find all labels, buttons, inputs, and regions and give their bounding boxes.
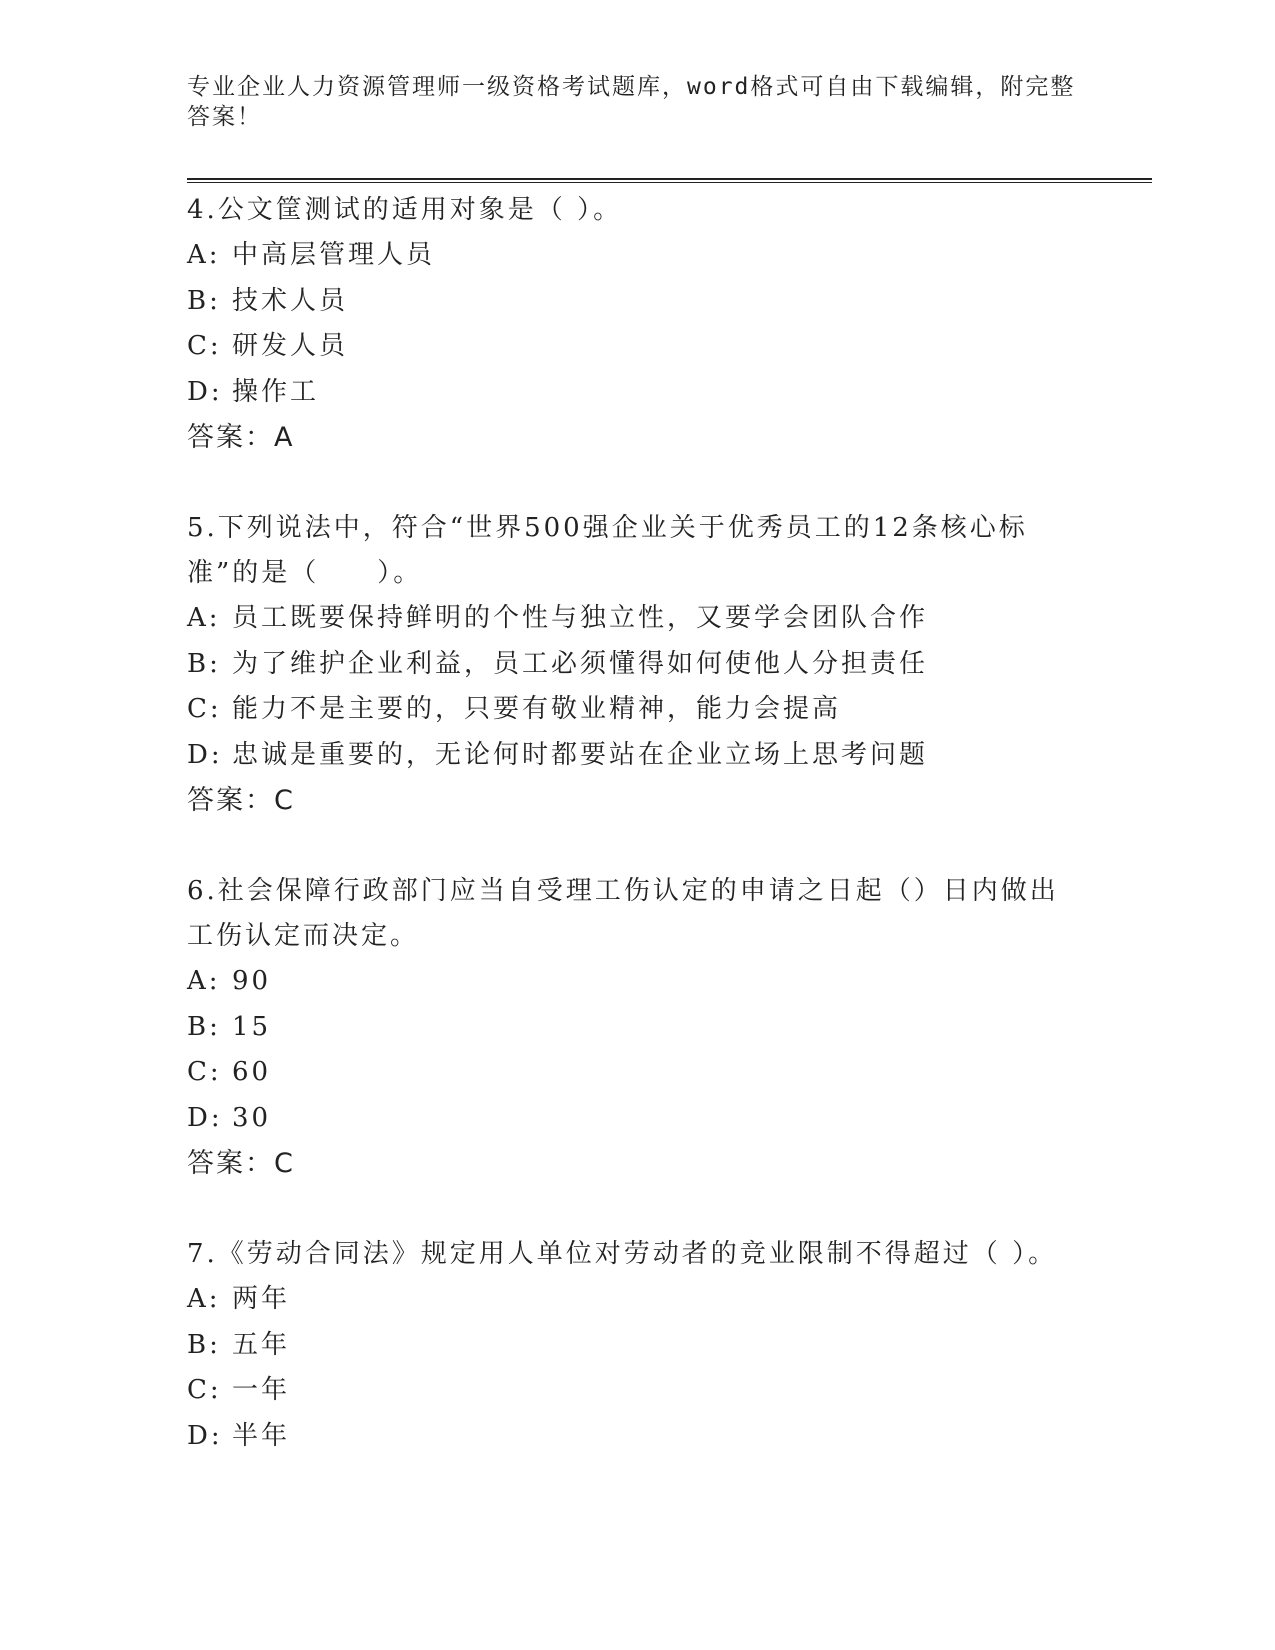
question-list (187, 188, 1087, 1459)
option-text: 一年 (232, 1375, 291, 1405)
option-c (187, 324, 1087, 370)
option-letter: B: (187, 648, 221, 679)
option-text: 五年 (232, 1329, 291, 1360)
option-d (187, 733, 1087, 779)
question-item (187, 506, 1087, 823)
option-d (187, 370, 1087, 416)
option-text: 研发人员 (232, 331, 349, 361)
option-text: 能力不是主要的，只要有敬业精神，能力会提高 (232, 694, 842, 724)
option-text: 操作工 (232, 376, 320, 407)
question-text: 5.下列说法中，符合“世界500强企业关于优秀员工的12条核心标准”的是（ ）。 (187, 513, 1028, 588)
option-text: 为了维护企业利益，员工必须懂得如何使他人分担责任 (232, 648, 929, 679)
question-item (187, 869, 1087, 1186)
question-text: 6.社会保障行政部门应当自受理工伤认定的申请之日起（）日内做出工伤认定而决定。 (187, 876, 1059, 951)
option-letter: A: (187, 240, 221, 270)
option-a (187, 1277, 1087, 1323)
answer-line: 答案：C (187, 1148, 295, 1179)
answer-line: 答案：A (187, 422, 295, 453)
option-text: 员工既要保持鲜明的个性与独立性，又要学会团队合作 (232, 603, 929, 633)
option-letter: A: (187, 966, 221, 996)
option-c (187, 687, 1087, 733)
option-text: 15 (232, 1011, 272, 1042)
option-letter: C: (187, 331, 222, 361)
option-d (187, 1096, 1087, 1142)
option-text: 忠诚是重要的，无论何时都要站在企业立场上思考问题 (232, 739, 929, 770)
option-letter: C: (187, 1375, 222, 1405)
question-item (187, 188, 1087, 460)
option-b (187, 642, 1087, 688)
option-letter: C: (187, 1057, 222, 1087)
question-item (187, 1232, 1087, 1459)
question-spacer (187, 823, 1087, 869)
option-c (187, 1368, 1087, 1414)
option-a (187, 959, 1087, 1005)
option-letter: A: (187, 603, 221, 633)
option-c (187, 1050, 1087, 1096)
option-letter: B: (187, 285, 221, 316)
option-letter: B: (187, 1011, 221, 1042)
question-spacer (187, 1186, 1087, 1232)
option-d (187, 1414, 1087, 1460)
option-text: 30 (232, 1102, 272, 1133)
option-letter: C: (187, 694, 222, 724)
document-header: 专业企业人力资源管理师一级资格考试题库，word格式可自由下载编辑，附完整答案！ (187, 74, 1076, 130)
answer-line: 答案：C (187, 785, 295, 816)
option-letter: D: (187, 1102, 223, 1133)
option-a (187, 233, 1087, 279)
question-text: 4.公文筐测试的适用对象是（ ）。 (187, 195, 623, 225)
option-text: 中高层管理人员 (232, 240, 436, 270)
option-text: 90 (232, 966, 272, 996)
question-text: 7.《劳动合同法》规定用人单位对劳动者的竞业限制不得超过（ ）。 (187, 1239, 1058, 1269)
option-text: 60 (232, 1057, 272, 1087)
option-text: 半年 (232, 1420, 291, 1451)
option-letter: D: (187, 376, 223, 407)
option-b (187, 279, 1087, 325)
option-letter: A: (187, 1284, 221, 1314)
option-letter: D: (187, 739, 223, 770)
option-text: 技术人员 (232, 285, 349, 316)
header-rule-thick (187, 178, 1152, 180)
option-letter: D: (187, 1420, 223, 1451)
option-letter: B: (187, 1329, 221, 1360)
option-b (187, 1005, 1087, 1051)
option-text: 两年 (232, 1284, 291, 1314)
question-spacer (187, 460, 1087, 506)
option-a (187, 596, 1087, 642)
option-b (187, 1323, 1087, 1369)
header-rule-thin (187, 182, 1152, 183)
